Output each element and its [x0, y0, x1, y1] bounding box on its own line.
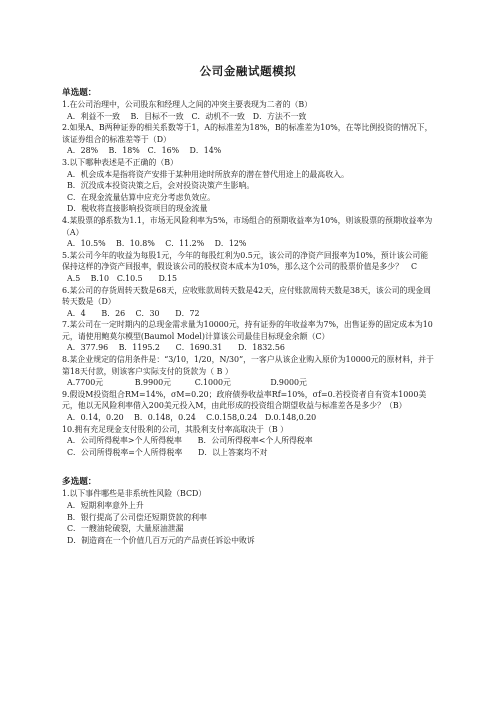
answer-options: A.5 B.10 C.10.5 D.15 — [67, 273, 178, 283]
answer-options: C．一艘油轮破裂，大量原油泄漏 — [67, 524, 184, 534]
answer-options: D．税收将直接影响投资项目的现金流量 — [67, 204, 208, 214]
question-stem: 6.某公司的存货周转天数是68天，应收账款周转天数是42天，应付账款周转天数是38天，该公司的现金周转天数是（D） — [62, 285, 432, 307]
question-stem: 7.某公司在一定时期内的总现金需求量为10000元，持有证券的年收益率为7%，出售证券的固定成本为10元，请使用鲍莫尔模型(Baumol Model)计算该公司最佳目标现金余额（C） — [62, 320, 433, 341]
multi-choice-heading: 多选题： — [62, 477, 97, 488]
question-stem: 1.在公司治理中，公司股东和经理人之间的冲突主要表现为二者的（B） — [62, 100, 313, 109]
question-stem: 2.如果A、B两种证券的相关系数等于1，A的标准差为18%，B的标准差为10%，在等比例投资的情况下，该证券组合的标准差等于（D） — [62, 123, 433, 144]
answer-options: A．机会成本是指将资产安排于某种用途时所放弃的潜在替代用途上的最高收入。 — [67, 169, 349, 179]
answer-options: A．10.5% B．10.8% C．11.2% D．12% — [67, 239, 247, 249]
section-spacer — [62, 458, 436, 476]
question-stem: 5.某公司今年的收益为每股1元，今年的每股红利为0.5元，该公司的净资产回报率为10%，预计该公司能保持这样的净资产回报率，假设该公司的股权资本成本为10%，那么这个公司的股票价值是多少？ C — [62, 250, 429, 272]
answer-options: A．公司所得税率>个人所得税率 B．公司所得税率<个人所得税率 — [67, 436, 313, 446]
question-stem: 3.以下哪种表述是不正确的（B） — [62, 157, 178, 167]
question-stem: 10.拥有充足现金支付股利的公司，其股利支付率高取决于（B ） — [62, 424, 289, 434]
question-stem: 8.某企业规定的信用条件是：“3/10，1/20，N/30”，一客户从该企业购入原价为10000元的原材料，并于第18天付款，则该客户实际支付的货款为（ B ） — [62, 355, 434, 376]
answer-options: A．28% B．18% C．16% D．14% — [67, 146, 222, 156]
answer-options: A．4 B．26 C．30 D．72 — [67, 308, 200, 318]
document-body — [62, 87, 436, 546]
answer-options: A．利益不一致 B．目标不一致 C．动机不一致 D．方法不一致 — [67, 111, 307, 121]
single-choice-heading: 单选题： — [62, 88, 97, 98]
answer-options: D．制造商在一个价值几百万元的产品责任诉讼中败诉 — [67, 535, 255, 545]
answer-options: A.7700元 B.9900元 C.1000元 D.9000元 — [67, 378, 307, 388]
answer-options: B．银行提高了公司偿还短期贷款的利率 — [67, 512, 207, 522]
answer-options: A．短期利率意外上升 — [67, 501, 144, 510]
answer-options: A．377.96 B．1195.2 C．1690.31 D．1832.56 — [67, 343, 285, 353]
question-stem: 9.假设M投资组合RM=14%，σM=0.20；政府债券收益率Rf=10%，σf=0.若投资者自有资本1000美元，他以无风险利率借入200美元投入M，由此形成的投资组合期望收益与标准差各是多少？（B） — [62, 389, 427, 411]
question-stem: 4.某股票的β系数为1.1，市场无风险利率为5%，市场组合的预期收益率为10%，则该股票的预期收益率为（A） — [62, 215, 433, 237]
answer-options: B．沉没成本投资决策之后，会对投资决策产生影响。 — [67, 181, 255, 191]
single-choice-list — [62, 99, 436, 458]
answer-options: C．在现金流量估算中应充分考虑负效应。 — [67, 192, 216, 202]
page-title: 公司金融试题模拟 — [199, 64, 297, 78]
answer-options: C．公司所得税率=个人所得税率 D．以上答案均不对 — [67, 447, 268, 457]
question-stem: 1.以下事件哪些是非系统性风险（BCD） — [62, 489, 207, 499]
answer-options: A．0.14，0.20 B．0.148，0.24 C.0.158,0.24 D.0.148,0.20 — [67, 413, 317, 423]
multi-choice-list — [62, 488, 436, 546]
